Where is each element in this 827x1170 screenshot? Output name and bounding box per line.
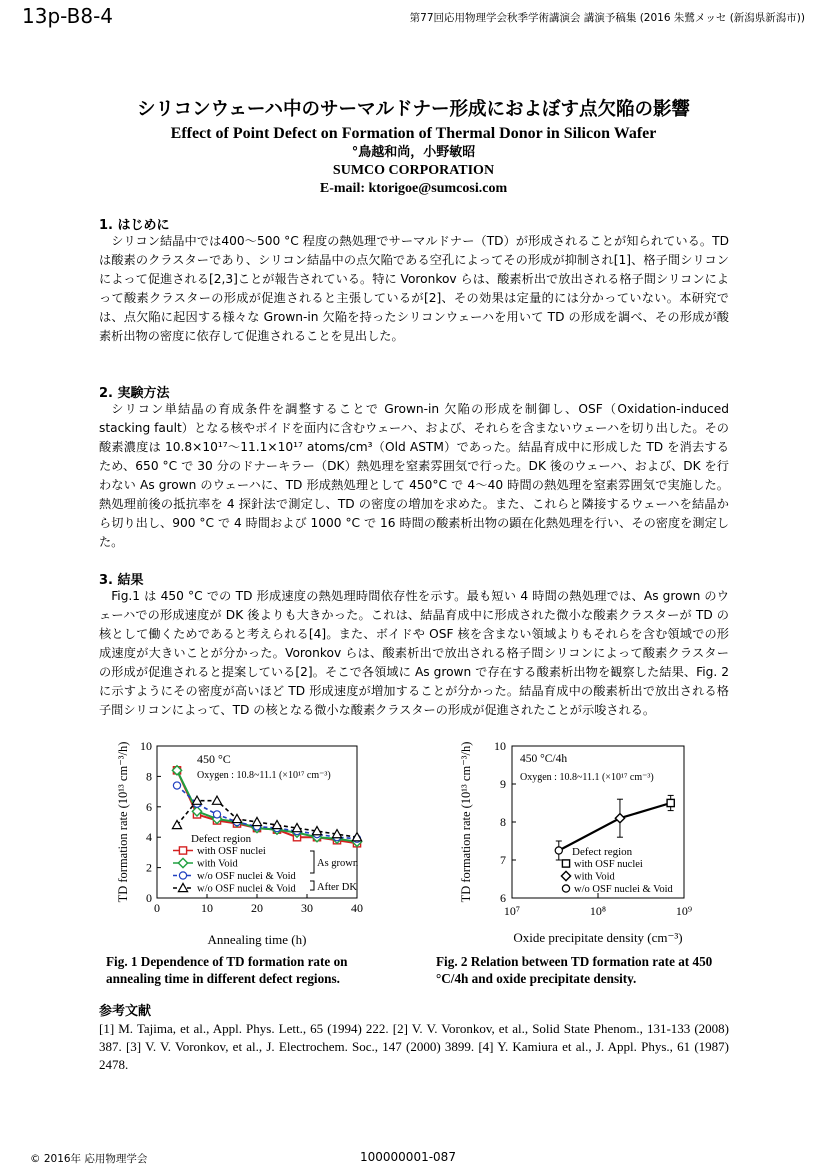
fig1-legend-marker: [178, 883, 187, 891]
fig2-annotation-oxygen: Oxygen : 10.8~11.1 (×10¹⁷ cm⁻³): [520, 772, 654, 783]
fig1-legend-label: with OSF nuclei: [197, 846, 266, 857]
fig1-data-point: [252, 817, 261, 825]
fig2-legend-label: with OSF nuclei: [574, 859, 643, 870]
fig1-legend-label: with Void: [197, 858, 238, 870]
fig2-ytick-label: 8: [500, 815, 506, 829]
fig1-xtick-label: 10: [201, 901, 213, 915]
fig2-legend-title: Defect region: [572, 846, 633, 858]
fig1-data-point: [173, 782, 180, 789]
fig1-group-label: As grown: [317, 858, 359, 869]
fig1-legend-title: Defect region: [191, 833, 252, 845]
fig1-legend-marker: [178, 858, 187, 867]
fig1-ytick-label: 8: [146, 769, 152, 784]
fig1-ytick-label: 0: [146, 891, 152, 905]
section-body-intro: シリコン結晶中では400～500 °C 程度の熱処理でサーマルドナー（TD）が形成されることが知られている。TD は酸素のクラスターであり、シリコン結晶中の点欠陥である空孔によってその形成が抑制され[1]、格子間シリコンによって促進される[2,3]ことが報告されている。特に Voronkov らは、酸素析出で放出される格子間シリコンによって酸素クラスターの形成が促進されると主張しているが[2]、その効果は定量的には分かっていない。本研究では、点欠陥に起因する様々な Grown-in 欠陥を持ったシリコンウェーハを用いて TD の形成を調べ、その形成が酸素析出物の密度に依存して促進されることを見出した。: [99, 234, 729, 343]
fig2-legend-marker: [562, 860, 569, 867]
fig2-chart: [448, 738, 698, 950]
authors: °鳥越和尚，小野敏昭: [351, 145, 476, 160]
fig1-caption: Fig. 1 Dependence of TD formation rate on annealing time in different defect regions.: [106, 954, 348, 986]
fig2-ytick-label: 7: [500, 853, 506, 867]
footer-doc-id: 100000001-087: [360, 1150, 456, 1164]
fig1-xtick-label: 30: [301, 901, 313, 915]
fig1-data-point: [172, 820, 181, 828]
email: E-mail: ktorigoe@sumcosi.com: [319, 181, 508, 196]
fig2-xtick-label: 10⁸: [589, 904, 607, 918]
section-heading-results: 3. 結果: [99, 573, 144, 588]
fig2-data-point: [555, 847, 562, 854]
fig2-legend-label: with Void: [574, 871, 615, 883]
title-english: Effect of Point Defect on Formation of Thermal Donor in Silicon Wafer: [170, 125, 657, 142]
footer-copyright: © 2016年 応用物理学会: [30, 1153, 148, 1165]
fig1-xtick-label: 0: [154, 901, 160, 915]
fig2-xlabel: Oxide precipitate density (cm⁻³): [513, 930, 683, 945]
fig2-legend-marker: [562, 885, 569, 892]
fig1-xlabel: Annealing time (h): [207, 932, 307, 947]
section-body-results: Fig.1 は 450 °C での TD 形成速度の熱処理時間依存性を示す。最も短い 4 時間の熱処理では、As grown のウェーハでの形成速度が DK 後よりも大きかった。これは、結晶育成中に形成された微小な酸素クラスターが TD の核として働くためであると考えられる[4]。また、ボイドや OSF 核を含まない領域よりもそれらを含む領域での形成速度が大きいことが分かった。Voronkov らは、酸素析出で放出される格子間シリコンによって酸素クラスターの形成が促進されると提案している[2]。そこで各領域に As grown で存在する酸素析出物を観察した結果、Fig. 2 に示すようにその密度が高いほど TD 形成速度が増加することが分かった。結晶育成中の酸素析出で放出される格子間シリコンによって、TD の核となる微小な酸素クラスターの形成が促進されたことが示唆される。: [99, 589, 729, 717]
fig1-legend-marker: [179, 872, 186, 879]
title-block: [0, 96, 827, 198]
fig1-series-line: [177, 786, 357, 839]
section-heading-intro: 1. はじめに: [99, 218, 170, 233]
fig1-series-line: [177, 770, 357, 841]
fig1-legend-label: w/o OSF nuclei & Void: [197, 871, 296, 882]
fig1-legend-marker: [179, 847, 186, 854]
affiliation: SUMCO CORPORATION: [332, 163, 495, 178]
fig2-ytick-label: 6: [500, 891, 506, 905]
fig2-xtick-label: 10⁹: [675, 904, 693, 918]
fig1-data-point: [212, 796, 221, 804]
fig2-annotation-temp: 450 °C/4h: [520, 753, 568, 765]
fig1-group-label: After DK: [317, 882, 357, 893]
fig2-legend-label: w/o OSF nuclei & Void: [574, 884, 673, 895]
fig2-legend-marker: [561, 871, 570, 880]
fig1-ylabel: TD formation rate (10¹³ cm⁻³/h): [116, 741, 130, 903]
fig1-bracket-as-grown: [310, 851, 314, 873]
session-id: 13p-B8-4: [22, 4, 114, 28]
references-list: [1] M. Tajima, et al., Appl. Phys. Lett., 65 (1994) 222. [2] V. V. Voronkov, et al., Solid State Phenom., 131-133 (2008) 387. [3] V. V. Voronkov, et al., J. Electrochem. Soc., 147 (2000) 3899. [4] Y. Kamiura et al., J. Appl. Phys., 61 (1987) 2478.: [99, 1021, 729, 1072]
title-japanese: シリコンウェーハ中のサーマルドナー形成におよぼす点欠陥の影響: [137, 99, 690, 120]
fig1-data-point: [213, 811, 220, 818]
fig1-xtick-label: 20: [251, 901, 263, 915]
fig2-ylabel: TD formation rate (10¹³ cm⁻³/h): [459, 741, 473, 903]
fig2-xtick-label: 10⁷: [503, 904, 521, 918]
fig2-ytick-label: 9: [500, 777, 506, 791]
fig1-ytick-label: 6: [146, 799, 152, 814]
conference-header: 第77回応用物理学会秋季学術講演会 講演予稿集 (2016 朱鷺メッセ (新潟県新潟市)): [409, 12, 805, 24]
fig1-bracket-after-dk: [310, 881, 314, 890]
fig2-ytick-label: 10: [494, 739, 506, 753]
fig1-annotation-oxygen: Oxygen : 10.8~11.1 (×10¹⁷ cm⁻³): [197, 770, 331, 781]
fig1-series-line: [177, 801, 357, 837]
fig1-ytick-label: 10: [140, 739, 152, 753]
section-body-methods: シリコン単結晶の育成条件を調整することで Grown-in 欠陥の形成を制御し、OSF（Oxidation-induced stacking fault）となる核やボイドを面内に含むウェーハ、および、それらを含まないウェーハを切り出した。その酸素濃度は 10.8×10¹⁷～11.1×10¹⁷ atoms/cm³（Old ASTM）であった。結晶育成中に形成した TD を消去するため、650 °C で 30 分のドナーキラー（DK）熱処理を窒素雰囲気で行った。DK 後のウェーハ、および、DK を行わない As grown のウェーハに、TD 形成熱処理として 450°C で 4～40 時間の熱処理を窒素雰囲気で実施した。熱処理前後の抵抗率を 4 探針法で測定し、TD の密度の増加を求めた。また、これらと隣接するウェーハを結晶から切り出し、900 °C で 4 時間および 1000 °C で 16 時間の酸素析出物の顕在化熱処理を行い、その密度を測定した。: [99, 402, 729, 549]
section-heading-methods: 2. 実験方法: [99, 386, 170, 401]
fig1-ytick-label: 2: [146, 860, 152, 875]
references-heading: 参考文献: [99, 1004, 152, 1019]
fig2-caption: Fig. 2 Relation between TD formation rate at 450 °C/4h and oxide precipitate density.: [436, 954, 713, 986]
fig2-data-point: [667, 799, 674, 806]
fig2-data-point: [615, 814, 624, 823]
fig1-ytick-label: 4: [146, 830, 152, 845]
fig1-xtick-label: 40: [351, 901, 363, 915]
fig1-legend-label: w/o OSF nuclei & Void: [197, 883, 296, 895]
fig1-annotation-temp: 450 °C: [197, 752, 231, 766]
fig2-trend-line: [559, 803, 671, 851]
fig1-chart: [105, 738, 375, 950]
